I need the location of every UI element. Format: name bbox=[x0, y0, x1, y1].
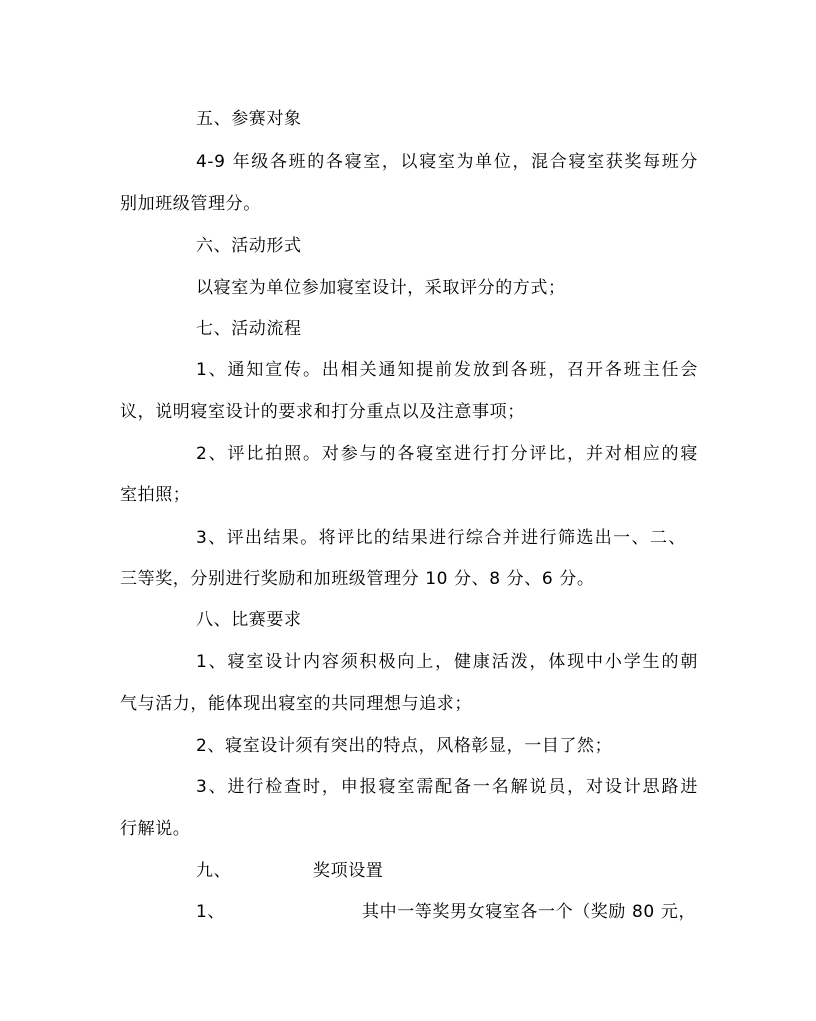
award-item-1-number: 1、 bbox=[196, 902, 226, 922]
heading-requirements: 八、比赛要求 bbox=[196, 610, 302, 630]
award-item-1-text: 其中一等奖男女寝室各一个（奖励 80 元， bbox=[362, 902, 697, 922]
paragraph-line: 三等奖，分别进行奖励和加班级管理分 10 分、8 分、6 分。 bbox=[120, 569, 595, 589]
paragraph-line: 2、寝室设计须有突出的特点，风格彰显，一目了然； bbox=[196, 736, 613, 756]
paragraph-line: 4-9 年级各班的各寝室，以寝室为单位，混合寝室获奖每班分 bbox=[196, 152, 698, 172]
award-item-1 bbox=[196, 901, 697, 923]
paragraph-line: 以寝室为单位参加寝室设计，采取评分的方式； bbox=[196, 278, 566, 298]
heading-activity-process: 七、活动流程 bbox=[196, 319, 302, 339]
paragraph-line: 行解说。 bbox=[120, 819, 191, 839]
heading-participants: 五、参赛对象 bbox=[196, 109, 302, 129]
paragraph-line: 1、寝室设计内容须积极向上，健康活泼，体现中小学生的朝 bbox=[196, 652, 698, 672]
heading-awards-number: 九、 bbox=[196, 861, 232, 881]
paragraph-line: 3、进行检查时，申报寝室需配备一名解说员，对设计思路进 bbox=[196, 777, 698, 797]
heading-activity-form: 六、活动形式 bbox=[196, 236, 302, 256]
paragraph-line: 议，说明寝室设计的要求和打分重点以及注意事项； bbox=[120, 402, 525, 422]
heading-awards-title: 奖项设置 bbox=[313, 861, 384, 881]
paragraph-line: 气与活力，能体现出寝室的共同理想与追求； bbox=[120, 694, 472, 714]
paragraph-line: 2、评比拍照。对参与的各寝室进行打分评比，并对相应的寝 bbox=[196, 444, 698, 464]
paragraph-line: 室拍照； bbox=[120, 485, 191, 505]
paragraph-line: 3、评出结果。将评比的结果进行综合并进行筛选出一、二、 bbox=[196, 528, 686, 548]
paragraph-line: 别加班级管理分。 bbox=[120, 194, 261, 214]
heading-awards bbox=[196, 860, 384, 882]
paragraph-line: 1、通知宣传。出相关通知提前发放到各班，召开各班主任会 bbox=[196, 360, 698, 380]
